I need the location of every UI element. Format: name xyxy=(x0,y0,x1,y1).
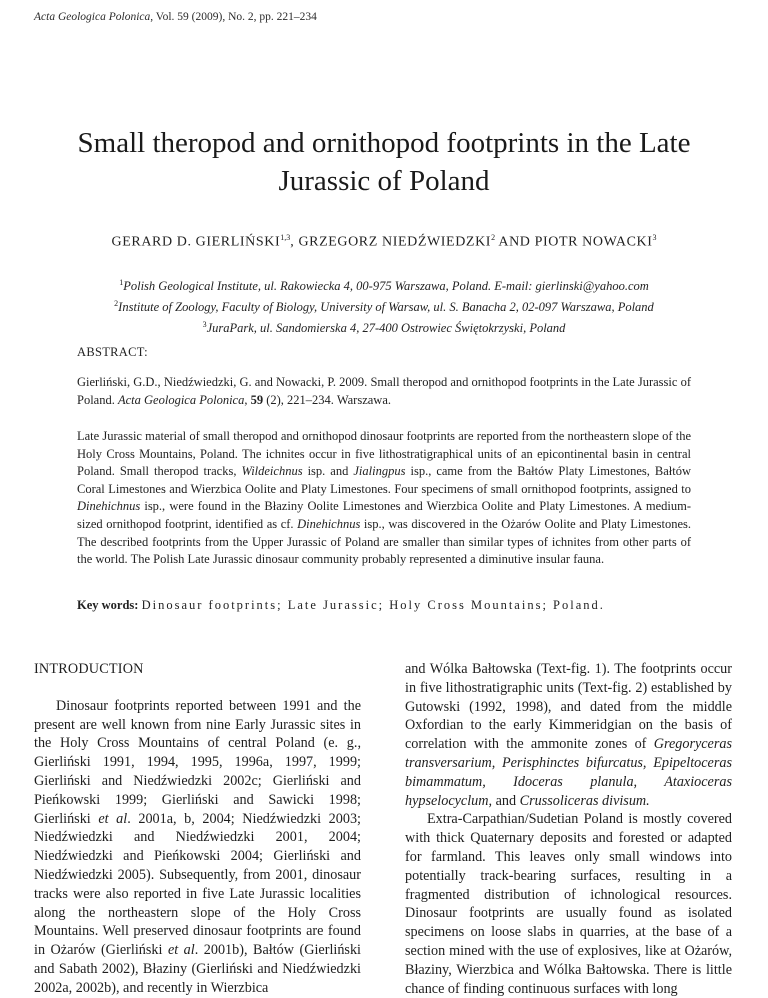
keywords-text: Dinosaur footprints; Late Jurassic; Holy Cross Mountains; Poland. xyxy=(141,598,605,612)
author-list: GERARD D. GIERLIŃSKI$^{1,3}$, GRZEGORZ NIEDŹWIEDZKI$^2$ AND PIOTR NOWACKI$^3$ xyxy=(111,233,657,250)
abstract-citation: Gierliński, G.D., Niedźwiedzki, G. and Nowacki, P. 2009. Small theropod and ornithopod footprints in the Late Jurassic of Poland. Acta Geologica Polonica, 59 (2), 221–234. Warszawa. xyxy=(77,375,691,407)
journal-details: , Vol. 59 (2009), No. 2, pp. 221–234 xyxy=(150,11,317,23)
keywords-label: Key words: xyxy=(77,598,139,612)
author-1-affil: 1,3 xyxy=(280,233,291,242)
intro-paragraph-2: Extra-Carpathian/Sudetian Poland is mostly covered with thick Quaternary deposits and forested or adapted for farmland. This leaves only small windows into potentially track-bearing surfaces, resulting in a fragmented distribution of ichnological resources. Dinosaur footprints are usually found as isolated specimens on loose slabs in quarries, at the base of a section mined with the use of explosives, like at Ożarów, Błaziny, Wierzbica and Wólka Bałtowska. There is little chance of finding continuous surfaces with long xyxy=(405,811,732,997)
article-title: Small theropod and ornithopod footprints in the Late Jurassic of Poland xyxy=(77,127,691,197)
affiliation-1: $^1$Polish Geological Institute, ul. Rakowiecka 4, 00-975 Warszawa, Poland. E-mail: gierlinski@yahoo.com xyxy=(119,278,649,294)
introduction-heading: INTRODUCTION xyxy=(34,661,144,677)
running-head xyxy=(34,11,317,23)
author-2-affil: 2 xyxy=(491,233,496,242)
abstract-text: Late Jurassic material of small theropod and ornithopod dinosaur footprints are reported from the northeastern slope of the Holy Cross Mountains, Poland. The ichnites occur in five lithostratigraphical units of an epicontinental basin in central Poland. Small theropod tracks, Wildeichnus isp. and Jialingpus isp., came from the Bałtów Platy Limestones, Bałtów Coral Limestones and Wierzbica Oolite and Platy Limestones. Four specimens of small ornithopod footprints, assigned to Dinehichnus isp., were found in the Błaziny Oolite Limestones and Wierzbica Oolite and Platy Limestones. A medium-sized ornithopod footprint, identified as cf. Dinehichnus isp., was discovered in the Ożarów Oolite and Platy Limestones. The described footprints from the Upper Jurassic of Poland are smaller than similar types of ichnites from other parts of the world. The Polish Late Jurassic dinosaur community probably represented a diminutive insular fauna. xyxy=(77,429,691,567)
left-column xyxy=(34,660,361,998)
intro-paragraph-1-cont: and Wólka Bałtowska (Text-fig. 1). The footprints occur in five lithostratigraphic units (Text-fig. 2) established by Gutowski (1992, 1998), and dated from the middle Oxfordian to the early Kimmeridgian on the basis of correlation with the ammonite zones of Gregoryceras transversarium, Perisphinctes bifurcatus, Epipeltoceras bimammatum, Idoceras planula, Ataxioceras hypselocyclum, and Crussoliceras divisum. xyxy=(405,661,732,809)
journal-name: Acta Geologica Polonica xyxy=(34,11,151,23)
author-3: PIOTR NOWACKI xyxy=(534,234,653,250)
author-1: GERARD D. GIERLIŃSKI xyxy=(111,234,281,250)
keywords xyxy=(77,598,717,613)
author-3-affil: 3 xyxy=(652,233,657,242)
right-column xyxy=(405,660,732,998)
affiliations xyxy=(40,274,728,337)
affiliation-3: $^3$JuraPark, ul. Sandomierska 4, 27-400 Ostrowiec Świętokrzyski, Poland xyxy=(202,320,566,336)
author-2: GRZEGORZ NIEDŹWIEDZKI xyxy=(298,234,492,250)
abstract-heading: ABSTRACT: xyxy=(77,345,148,359)
affiliation-2: $^2$Institute of Zoology, Faculty of Biology, University of Warsaw, ul. S. Banacha 2, 02-097 Warszawa, Poland xyxy=(114,299,654,315)
intro-paragraph-1: Dinosaur footprints reported between 1991 and the present are well known from nine Early Jurassic sites in the Holy Cross Mountains of central Poland (e. g., Gierliński 1991, 1994, 1995, 1996a, 1997, 1999; Gierliński and Niedźwiedzki 2002c; Gierliński and Pieńkowski 1999; Gierliński and Sawicki 1998; Gierliński et al. 2001a, b, 2004; Niedźwiedzki 2003; Niedźwiedzki and Niedźwiedzki 2001, 2004; Niedźwiedzki and Pieńkowski 2004; Gierliński and Niedźwiedzki 2005). Subsequently, from 2001, dinosaur tracks were also reported in five Late Jurassic localities along the northeastern slope of the Holy Cross Mountains. Well preserved dinosaur footprints are found in Ożarów (Gierliński et al. 2001b), Bałtów (Gierliński and Sabath 2002), Błaziny (Gierliński and Niedźwiedzki 2002a, 2002b), and recently in Wierzbica xyxy=(34,697,362,996)
